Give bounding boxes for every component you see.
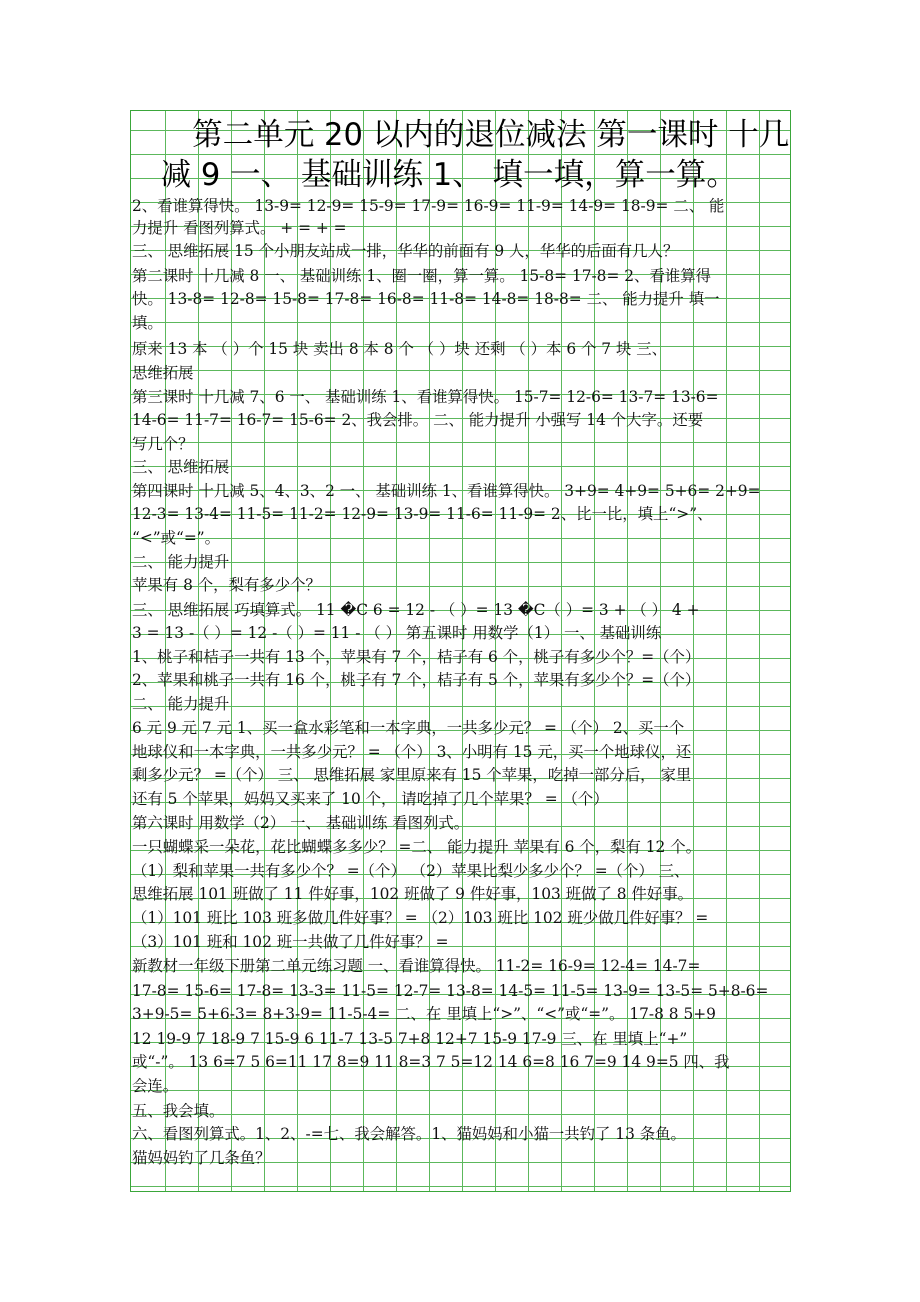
text-line: （1）梨和苹果一共有多少个？ =（个） （2）苹果比梨少多少个？ =（个） 三、 — [132, 862, 690, 880]
text-line: 新教材一年级下册第二单元练习题 一、看谁算得快。 11-2= 16-9= 12-4= 14-7= — [132, 957, 701, 975]
text-line: 12-3= 13-4= 11-5= 11-2= 12-9= 13-9= 11-6= 11-9= 2、比一比，填上“>”、 — [132, 505, 713, 523]
text-line: 五、我会填。 — [132, 1102, 225, 1120]
text-line: 三、 思维拓展 — [132, 458, 230, 476]
text-line: 思维拓展 101 班做了 11 件好事，102 班做了 9 件好事，103 班做了 8 件好事。 — [132, 885, 693, 903]
text-line: 写几个？ — [132, 435, 194, 453]
text-line: 1、桃子和桔子一共有 13 个，苹果有 7 个，桔子有 6 个，桃子有多少个？=（个） — [132, 648, 701, 666]
text-line: 还有 5 个苹果，妈妈又买来了 10 个， 请吃掉了几个苹果？ = （个） — [132, 790, 609, 808]
text-line: 二、 能力提升 — [132, 553, 230, 571]
text-line: 一只蝴蝶采一朵花，花比蝴蝶多多少？ =二、 能力提升 苹果有 6 个，梨有 12 个。 — [132, 838, 702, 856]
text-line: 填。 — [132, 314, 163, 332]
text-line: 17-8= 15-6= 17-8= 13-3= 11-5= 12-7= 13-8= 14-5= 11-5= 13-9= 13-5= 5+8-6= — [132, 982, 769, 1000]
text-line: 12 19-9 7 18-9 7 15-9 6 11-7 13-5 7+8 12+7 15-9 17-9 三、在 里填上“+” — [132, 1030, 688, 1048]
text-line: 14-6= 11-7= 16-7= 15-6= 2、我会排。 二、 能力提升 小强写 14 个大字。还要 — [132, 411, 704, 429]
document-title — [131, 115, 831, 195]
text-line: 二、 能力提升 — [132, 695, 230, 713]
text-line: 三、 思维拓展 15 个小朋友站成一排，华华的前面有 9 人，华华的后面有几人？ — [132, 242, 679, 260]
text-line: 第六课时 用数学（2） 一、 基础训练 看图列式。 — [132, 814, 470, 832]
text-line: 力提升 看图列算式。 + = + = — [132, 219, 347, 237]
text-line: 3+9-5= 5+6-3= 8+3-9= 11-5-4= 二、在 里填上“>”、“<”或“=”。 17-8 8 5+9 — [132, 1005, 716, 1023]
text-line: 六、看图列算式。1、2、-=七、我会解答。1、猫妈妈和小猫一共钓了 13 条鱼。 — [132, 1125, 686, 1143]
text-line: 三、 思维拓展 巧填算式。 11 �C 6 = 12 - （ ）= 13 �C（ ）= 3 + （ ） 4 + — [132, 601, 700, 619]
text-line: “<”或“=”。 — [132, 529, 221, 547]
text-line: 会连。 — [132, 1077, 179, 1095]
title-line-1: 第二单元 20 以内的退位减法 第一课时 十几 — [192, 117, 790, 153]
text-line: 快。 13-8= 12-8= 15-8= 17-8= 16-8= 11-8= 14-8= 18-8= 二、 能力提升 填一 — [132, 290, 720, 308]
text-line: 地球仪和一本字典，一共多少元？ = （个） 3、小明有 15 元，买一个地球仪，还 — [132, 743, 692, 761]
text-line: 第四课时 十几减 5、4、3、2 一、 基础训练 1、看谁算得快。 3+9= 4+9= 5+6= 2+9= — [132, 482, 761, 500]
title-line-2: 减 9 一、 基础训练 1、 填一填，算一算。 — [160, 157, 737, 193]
text-line: 第三课时 十几减 7、6 一、 基础训练 1、看谁算得快。 15-7= 12-6= 13-7= 13-6= — [132, 388, 719, 406]
text-line: 原来 13 本 （ ）个 15 块 卖出 8 本 8 个 （ ）块 还剩 （ ）本 6 个 7 块 三、 — [132, 340, 668, 358]
document-page — [130, 110, 791, 1192]
text-line: 猫妈妈钓了几条鱼？ — [132, 1149, 271, 1167]
text-line: （1）101 班比 103 班多做几件好事？ = （2）103 班比 102 班少做几件好事？ = — [132, 909, 709, 927]
text-line: 2、看谁算得快。 13-9= 12-9= 15-9= 17-9= 16-9= 11-9= 14-9= 18-9= 二、 能 — [132, 197, 725, 215]
text-line: 思维拓展 — [132, 364, 194, 382]
text-line: 第二课时 十几减 8 一、 基础训练 1、圈一圈，算一算。 15-8= 17-8= 2、看谁算得 — [132, 267, 712, 285]
text-line: 或“-”。 13 6=7 5 6=11 17 8=9 11 8=3 7 5=12 14 6=8 16 7=9 14 9=5 四、我 — [132, 1053, 730, 1071]
text-line: 苹果有 8 个，梨有多少个？ — [132, 576, 321, 594]
text-line: 剩多少元？ =（个） 三、 思维拓展 家里原来有 15 个苹果，吃掉一部分后， 家里 — [132, 766, 692, 784]
text-line: 6 元 9 元 7 元 1、买一盒水彩笔和一本字典，一共多少元？ = （个） 2、买一个 — [132, 719, 685, 737]
text-line: 3 = 13 -（ ）= 12 -（ ）= 11 - （ ） 第五课时 用数学（1） 一、 基础训练 — [132, 624, 662, 642]
text-line: 2、苹果和桃子一共有 16 个，桃子有 7 个，桔子有 5 个，苹果有多少个？=（个） — [132, 671, 701, 689]
text-line: （3）101 班和 102 班一共做了几件好事？ = — [132, 933, 449, 951]
